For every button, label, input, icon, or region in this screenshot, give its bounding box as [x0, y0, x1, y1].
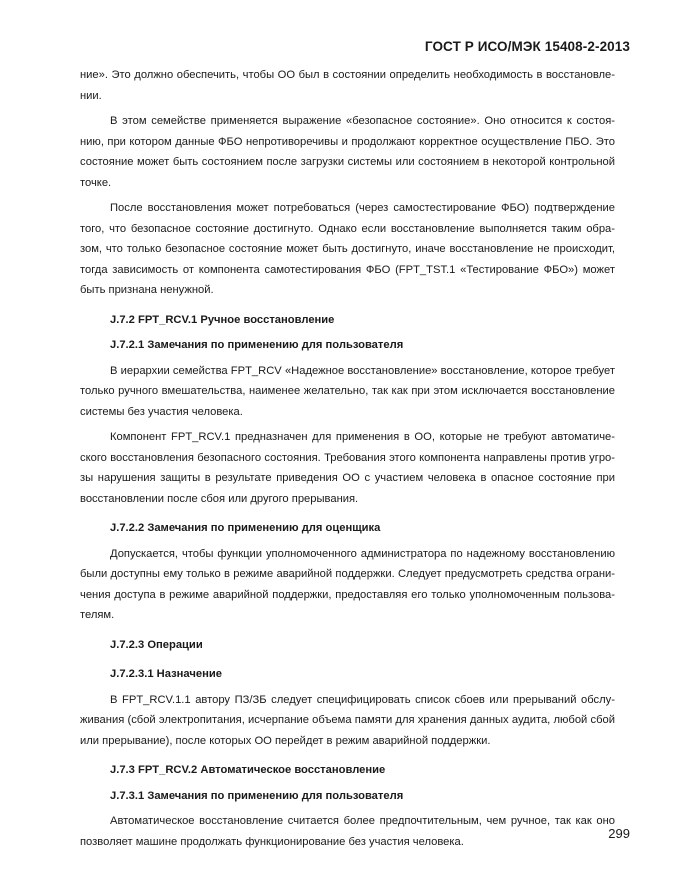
section-heading-j-7-2: J.7.2 FPT_RCV.1 Ручное восстановление — [110, 313, 335, 326]
paragraph-hierarchy: В иерархии семейства FPT_RCV «Надежное восстановление» восстановление, которое требует только ручного вмешательства, наименее желательно, так как при этом исключается восстановление системы без участия человека. — [80, 364, 615, 418]
document-body — [80, 65, 615, 857]
paragraph-assignment: В FPT_RCV.1.1 автору ПЗ/ЗБ следует специфицировать список сбоев или прерываний обслу-живания (сбой электропитания, исчерпание объема памяти для хранения данных аудита, любой сбой или прерывание), после которых ОО перейдет в режим аварийной поддержки. — [80, 693, 615, 747]
paragraph-automatic-recovery: Автоматическое восстановление считается более предпочтительным, чем ручное, так как оно позволяет машине продолжать функционирование без участия человека. — [80, 815, 615, 848]
section-heading-j-7-2-2: J.7.2.2 Замечания по применению для оценщика — [110, 522, 381, 534]
paragraph-self-test: После восстановления может потребоваться (через самостестирование ФБО) подтверждение того, что безопасное состояние достигнуто. Однако если восстановление выполняется таким обра-зом, что только безопасное состояние может быть достигнуто, иначе восстановление не происходит, тогда зависимость от компонента самотестирования ФБО (FPT_TST.1 «Тестирование ФБО») может быть признана ненужной. — [80, 202, 615, 296]
page-number: 299 — [608, 826, 630, 841]
section-heading-j-7-3: J.7.3 FPT_RCV.2 Автоматическое восстановление — [110, 764, 386, 776]
paragraph-continuation: ние». Это должно обеспечить, чтобы ОО был в состоянии определить необходимость в восстановле-нии. — [80, 69, 615, 102]
section-heading-j-7-2-3-1: J.7.2.3.1 Назначение — [110, 668, 222, 680]
paragraph-admin-functions: Допускается, чтобы функции уполномоченного администратора по надежному восстановлению были доступны ему только в режиме аварийной поддержки. Следует предусмотреть средства ограни-чения доступа в режиме аварийной поддержки, предоставляя его только уполномоченным пользова-телям. — [80, 547, 615, 621]
paragraph-component-rcv1: Компонент FPT_RCV.1 предназначен для применения в ОО, которые не требуют автоматиче-ского восстановления безопасного состояния. Требования этого компонента направлены против угро-зы нарушения защиты в результате приведения ОО с участием человека в опасное состояние при восстановлении после сбоя или другого прерывания. — [80, 431, 615, 505]
standard-header: ГОСТ Р ИСО/МЭК 15408-2-2013 — [424, 39, 630, 54]
section-heading-j-7-2-3: J.7.2.3 Операции — [110, 638, 203, 651]
section-heading-j-7-3-1: J.7.3.1 Замечания по применению для пользователя — [110, 789, 404, 802]
section-heading-j-7-2-1: J.7.2.1 Замечания по применению для пользователя — [110, 339, 404, 351]
paragraph-safe-state: В этом семействе применяется выражение «безопасное состояние». Оно относится к состоя-нию, при котором данные ФБО непротиворечивы и продолжают корректное осуществление ПБО. Это состояние может быть состоянием после загрузки системы или состоянием в некоторой контрольной точке. — [80, 115, 615, 189]
